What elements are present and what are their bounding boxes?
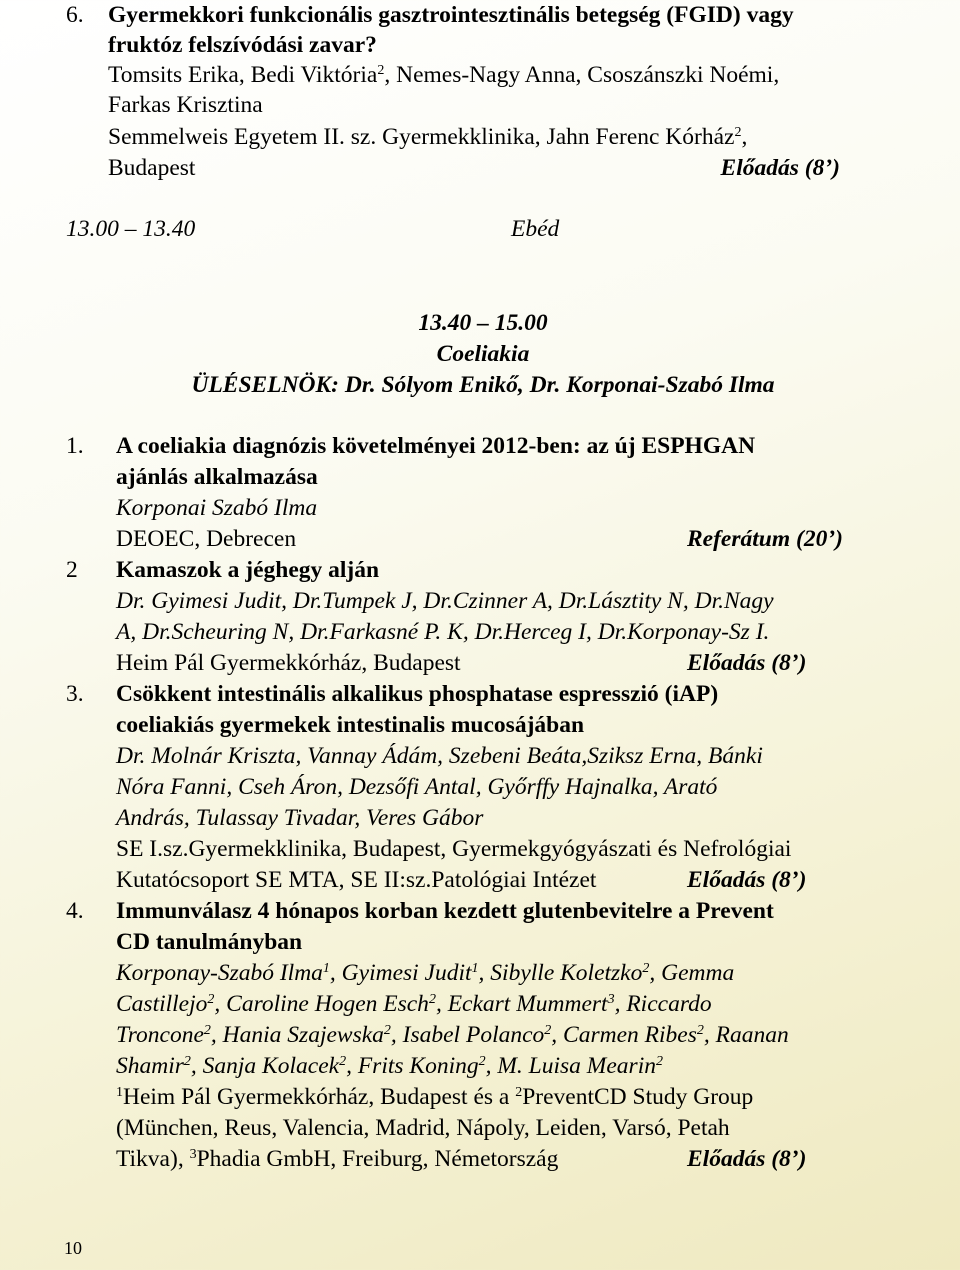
item-authors	[116, 1020, 789, 1050]
institution-text: Phadia GmbH, Freiburg, Németország	[196, 1146, 559, 1172]
item-title: ajánlás alkalmazása	[116, 464, 318, 490]
item-institution: Heim Pál Gyermekkórház, Budapest	[116, 650, 461, 676]
superscript: 1	[116, 1085, 123, 1100]
item-title: fruktóz felszívódási zavar?	[108, 32, 377, 58]
superscript: 1	[322, 961, 330, 976]
lunch-time: 13.00 – 13.40	[66, 216, 196, 242]
item-institution: DEOEC, Debrecen	[116, 526, 297, 552]
institution-text: ,	[741, 124, 748, 150]
item-authors	[116, 989, 712, 1019]
session-name: Coeliakia	[436, 341, 530, 367]
superscript: 2	[544, 1023, 552, 1038]
item-authors: Nóra Fanni, Cseh Áron, Dezsőfi Antal, Győrffy Hajnalka, Arató	[116, 774, 718, 800]
superscript: 1	[471, 961, 479, 976]
presentation-type: Előadás (8’)	[687, 1146, 807, 1172]
item-number: 6.	[66, 2, 84, 28]
item-institution: Kutatócsoport SE MTA, SE II:sz.Patológiai Intézet	[116, 867, 597, 893]
superscript: 2	[377, 63, 385, 78]
superscript: 2	[383, 1023, 391, 1038]
author-text: Troncone	[116, 1022, 204, 1048]
author-text: , Carmen Ribes	[551, 1022, 697, 1048]
item-number: 3.	[66, 681, 84, 707]
session-time: 13.40 – 15.00	[418, 310, 548, 336]
page-number: 10	[64, 1238, 82, 1258]
author-text: , M. Luisa Mearin	[485, 1053, 656, 1079]
presentation-type: Előadás (8’)	[720, 155, 840, 181]
item-authors: Korponai Szabó Ilma	[116, 495, 318, 521]
item-authors: Farkas Krisztina	[108, 92, 263, 118]
institution-text: Tikva),	[116, 1146, 190, 1172]
item-title: Csökkent intestinális alkalikus phosphatase espresszió (iAP)	[116, 681, 719, 707]
author-text: , Sanja Kolacek	[190, 1053, 340, 1079]
item-number: 2	[66, 557, 78, 583]
item-authors: A, Dr.Scheuring N, Dr.Farkasné P. K, Dr.Herceg I, Dr.Korponay-Sz I.	[116, 619, 770, 645]
item-number: 4.	[66, 898, 84, 924]
author-text: Shamir	[116, 1053, 184, 1079]
item-title: CD tanulmányban	[116, 929, 303, 955]
item-title: A coeliakia diagnózis követelményei 2012-ben: az új ESPHGAN	[116, 433, 756, 459]
session-chairs: ÜLÉSELNÖK: Dr. Sólyom Enikő, Dr. Korponai-Szabó Ilma	[191, 372, 775, 398]
superscript: 2	[339, 1054, 347, 1069]
author-text: , Isabel Polanco	[390, 1022, 545, 1048]
superscript: 2	[207, 992, 215, 1007]
author-text: , Caroline Hogen Esch	[214, 991, 429, 1017]
author-text: , Eckart Mummert	[435, 991, 608, 1017]
item-number: 1.	[66, 433, 84, 459]
superscript: 2	[478, 1054, 486, 1069]
item-institution	[108, 122, 747, 152]
author-text: Tomsits Erika, Bedi Viktória	[108, 62, 378, 88]
superscript: 2	[696, 1023, 704, 1038]
item-institution: (München, Reus, Valencia, Madrid, Nápoly, Leiden, Varsó, Petah	[116, 1115, 730, 1141]
item-institution	[116, 1144, 558, 1174]
item-authors	[116, 1051, 663, 1081]
item-authors: Dr. Gyimesi Judit, Dr.Tumpek J, Dr.Czinner A, Dr.Lásztity N, Dr.Nagy	[116, 588, 774, 614]
author-text: , Riccardo	[614, 991, 712, 1017]
author-text: , Gyimesi Judit	[329, 960, 472, 986]
item-authors: Dr. Molnár Kriszta, Vannay Ádám, Szebeni Beáta,Sziksz Erna, Bánki	[116, 743, 763, 769]
superscript: 2	[428, 992, 436, 1007]
superscript: 2	[655, 1054, 663, 1069]
superscript: 2	[515, 1085, 523, 1100]
author-text: Castillejo	[116, 991, 208, 1017]
institution-text: Semmelweis Egyetem II. sz. Gyermekklinika, Jahn Ferenc Kórház	[108, 124, 735, 150]
author-text: , Raanan	[703, 1022, 789, 1048]
presentation-type: Referátum (20’)	[687, 526, 843, 552]
item-institution: SE I.sz.Gyermekklinika, Budapest, Gyermekgyógyászati és Nefrológiai	[116, 836, 792, 862]
author-text: , Sibylle Koletzko	[478, 960, 643, 986]
author-text: , Frits Koning	[346, 1053, 479, 1079]
superscript: 2	[734, 125, 742, 140]
item-title: coeliakiás gyermekek intestinalis mucosájában	[116, 712, 585, 738]
institution-text: PreventCD Study Group	[522, 1084, 754, 1110]
superscript: 2	[642, 961, 650, 976]
item-institution: Budapest	[108, 155, 196, 181]
lunch-label: Ebéd	[511, 216, 560, 242]
superscript: 2	[203, 1023, 211, 1038]
item-title: Gyermekkori funkcionális gasztrointesztinális betegség (FGID) vagy	[108, 2, 794, 28]
item-title: Immunválasz 4 hónapos korban kezdett glutenbevitelre a Prevent	[116, 898, 774, 924]
author-text: , Gemma	[649, 960, 735, 986]
item-title: Kamaszok a jéghegy alján	[116, 557, 380, 583]
presentation-type: Előadás (8’)	[687, 650, 807, 676]
presentation-type: Előadás (8’)	[687, 867, 807, 893]
superscript: 2	[183, 1054, 191, 1069]
author-text: , Hania Szajewska	[210, 1022, 384, 1048]
item-institution	[116, 1082, 753, 1112]
superscript: 3	[189, 1147, 197, 1162]
item-authors	[116, 958, 734, 988]
institution-text: Heim Pál Gyermekkórház, Budapest és a	[123, 1084, 516, 1110]
item-authors: András, Tulassay Tivadar, Veres Gábor	[116, 805, 484, 831]
superscript: 3	[607, 992, 615, 1007]
author-text: , Nemes-Nagy Anna, Csoszánszki Noémi,	[384, 62, 780, 88]
item-authors	[108, 60, 779, 90]
author-text: Korponay-Szabó Ilma	[116, 960, 323, 986]
